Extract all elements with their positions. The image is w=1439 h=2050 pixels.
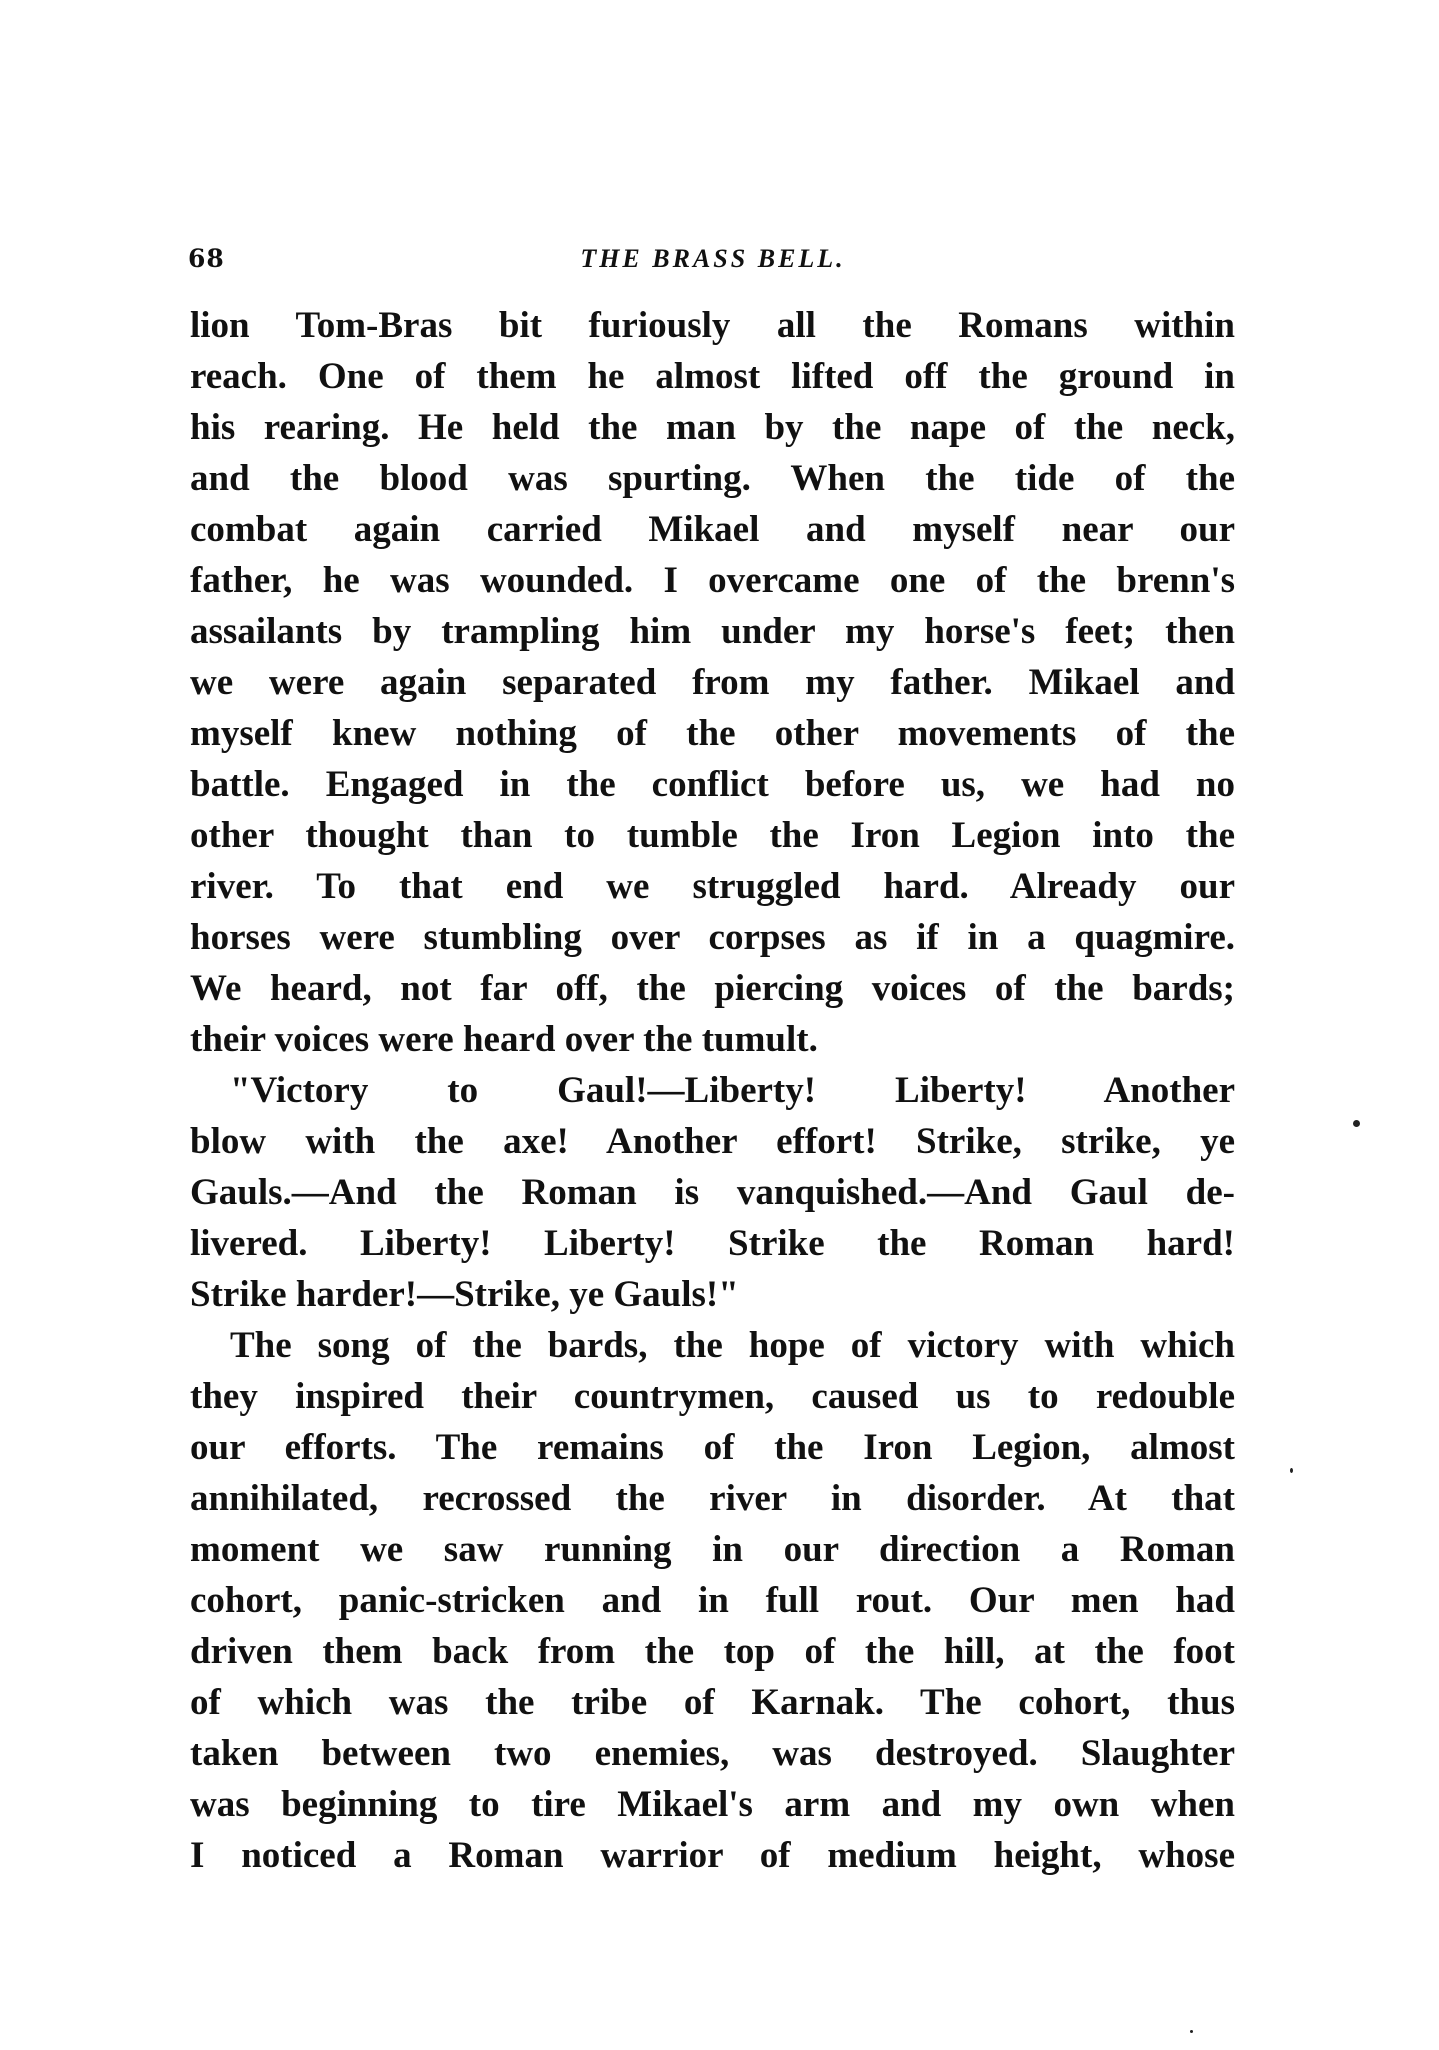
text-line: lion Tom-Bras bit furiously all the Romans within — [190, 305, 1235, 346]
text-line: driven them back from the top of the hill, at the foot — [190, 1631, 1235, 1672]
text-line: taken between two enemies, was destroyed. Slaughter — [190, 1733, 1235, 1774]
paragraph — [190, 1065, 1235, 1320]
text-line: they inspired their countrymen, caused us to redouble — [190, 1376, 1235, 1417]
body-text — [190, 300, 1235, 1881]
text-line: we were again separated from my father. Mikael and — [190, 662, 1235, 703]
text-line: combat again carried Mikael and myself near our — [190, 509, 1235, 550]
text-line: I noticed a Roman warrior of medium height, whose — [190, 1835, 1235, 1876]
scan-speck — [1190, 2030, 1193, 2033]
scan-speck — [1290, 1468, 1293, 1473]
page-number: 68 — [188, 244, 225, 273]
text-line: annihilated, recrossed the river in disorder. At that — [190, 1478, 1235, 1519]
text-line: his rearing. He held the man by the nape of the neck, — [190, 407, 1235, 448]
text-line: reach. One of them he almost lifted off the ground in — [190, 356, 1235, 397]
text-line: moment we saw running in our direction a Roman — [190, 1529, 1235, 1570]
text-line: Gauls.—And the Roman is vanquished.—And Gaul de- — [190, 1172, 1235, 1213]
text-line: and the blood was spurting. When the tide of the — [190, 458, 1235, 499]
paragraph — [190, 1320, 1235, 1881]
paragraph — [190, 300, 1235, 1065]
text-line: our efforts. The remains of the Iron Legion, almost — [190, 1427, 1235, 1468]
running-title: THE BRASS BELL. — [580, 244, 846, 273]
text-line: their voices were heard over the tumult. — [190, 1019, 818, 1060]
text-line: river. To that end we struggled hard. Already our — [190, 866, 1235, 907]
text-line: other thought than to tumble the Iron Legion into the — [190, 815, 1235, 856]
text-line: cohort, panic-stricken and in full rout. Our men had — [190, 1580, 1235, 1621]
text-line: myself knew nothing of the other movements of the — [190, 713, 1235, 754]
text-line: assailants by trampling him under my horse's feet; then — [190, 611, 1235, 652]
text-line: We heard, not far off, the piercing voices of the bards; — [190, 968, 1235, 1009]
text-line: battle. Engaged in the conflict before us, we had no — [190, 764, 1235, 805]
text-line: livered. Liberty! Liberty! Strike the Roman hard! — [190, 1223, 1235, 1264]
text-line: The song of the bards, the hope of victory with which — [230, 1325, 1235, 1366]
text-line: horses were stumbling over corpses as if in a quagmire. — [190, 917, 1235, 958]
text-line: of which was the tribe of Karnak. The cohort, thus — [190, 1682, 1235, 1723]
text-line: was beginning to tire Mikael's arm and my own when — [190, 1784, 1235, 1825]
text-line: "Victory to Gaul!—Liberty! Liberty! Another — [230, 1070, 1235, 1111]
text-line: blow with the axe! Another effort! Strike, strike, ye — [190, 1121, 1235, 1162]
text-line: father, he was wounded. I overcame one of the brenn's — [190, 560, 1235, 601]
running-head — [188, 244, 1238, 284]
text-line: Strike harder!—Strike, ye Gauls!" — [190, 1274, 739, 1315]
scan-speck — [1353, 1120, 1360, 1127]
